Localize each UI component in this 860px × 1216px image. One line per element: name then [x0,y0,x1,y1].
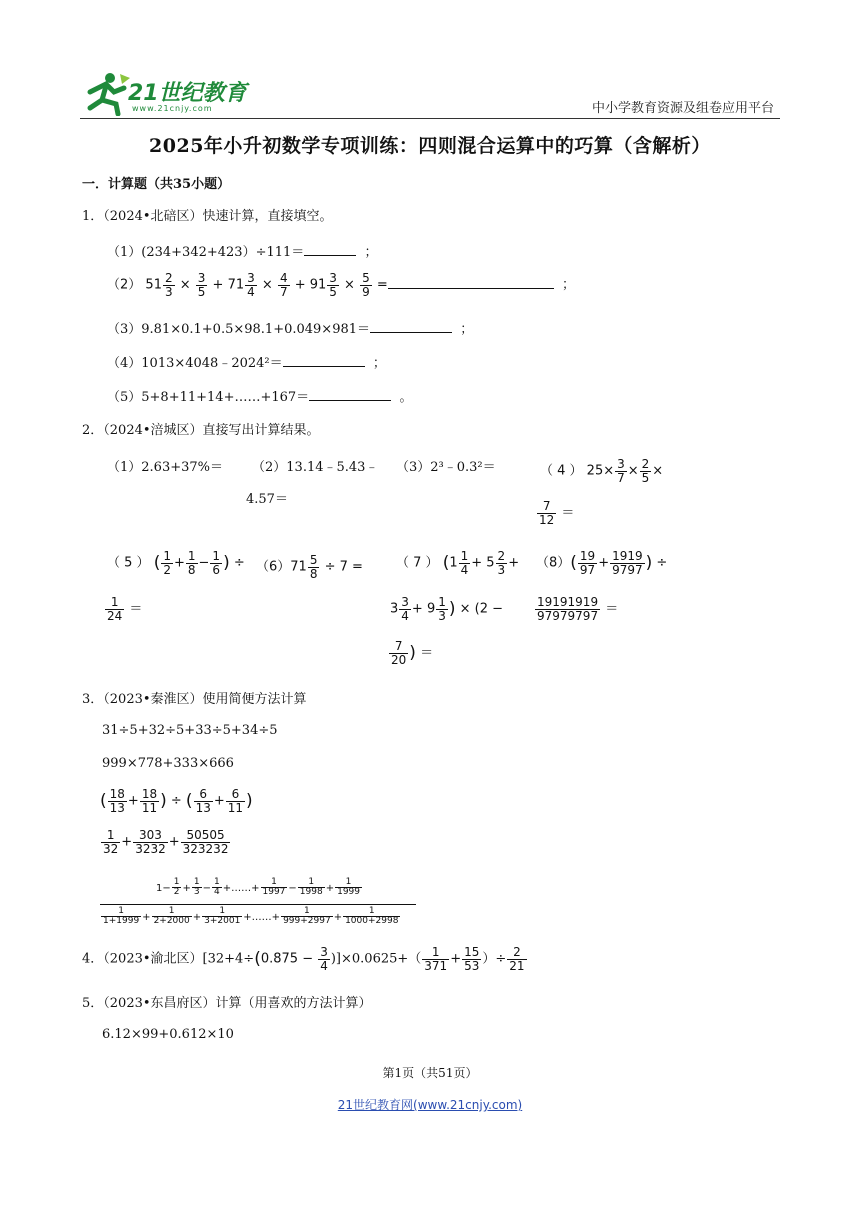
q2-p1: （1）2.63+37%＝ [107,460,224,475]
q2-p7-label: （ 7 ） [396,555,439,571]
q2-p5: （ 5 ） ( $\frac{1}{2}$ + $\frac{1}{8}$ − $\frac{1}{6}$ ) ÷ [107,549,245,577]
q4-tail: ）÷ [482,951,507,967]
q2-p3: （3）2³﹣0.3²＝ [396,460,496,475]
q4-stem: 4．（2023•渝北区）[32+4÷ [82,951,255,967]
page-number: 第1页（共51页） [382,1066,478,1080]
equals: ＝ [129,601,143,617]
answer-blank[interactable] [388,276,554,289]
q4: 4．（2023•渝北区）[32+4÷(0.875 − $\frac{3}{4}$ )]×0.0625+（ $\frac{1}{371}$ + $\frac{15}{53}$ ）÷ $\frac{2}{21}$ [82,945,525,973]
period: 。 [399,390,413,405]
q2-p6: （6）71 $\frac{5}{8}$ ÷ 7 = [256,553,363,581]
logo-url-text: www.21cnjy.com [132,104,213,113]
q1-p1-text: （1）(234+342+423）÷111＝ [107,245,305,260]
q2-p5-cont: $\frac{1}{24}$ ＝ [107,595,143,623]
platform-name: 中小学教育资源及组卷应用平台 [591,101,774,116]
q2-p7: （ 7 ） (1 $\frac{1}{4}$ + 5 $\frac{2}{3}$ + [396,549,520,577]
q1-p4-text: （4）1013×4048﹣2024²＝ [107,356,283,371]
q2-p4-cont: $\frac{7}{12}$ ＝ [539,499,575,527]
q3-expr5-denominator: $\frac{1}{1+1999}$ + $\frac{1}{2+2000}$ + $\frac{1}{3+2001}$ +……+ $\frac{1}{999+2997}$ + $\frac{1}{1000+2998}$ [103,906,399,927]
q2-p8: （8）( $\frac{19}{97}$ + $\frac{1919}{9797}$ ) ÷ [536,549,668,577]
header-divider [80,118,780,119]
q1-part2: （2） 51 $\frac{2}{3}$ × $\frac{3}{5}$ + 71 $\frac{3}{4}$ × $\frac{4}{7}$ + 91 $\frac{3}{5}$ × $\frac{5}{9}$ = ； [107,271,576,299]
q1-part5 [107,386,412,405]
fraction-bar [100,904,416,905]
q1-p5-text: （5）5+8+11+14+……+167＝ [107,390,310,405]
semicolon: ； [372,356,386,371]
q3-expr5-numerator: 1− $\frac{1}{2}$ + $\frac{1}{3}$ − $\frac{1}{4}$ +……+ $\frac{1}{1997}$ − $\frac{1}{1998}$ + $\frac{1}{1999}$ [156,877,360,898]
q3-stem: 3．（2023•秦淮区）使用简便方法计算 [82,692,307,707]
q2-p2b: 4.57＝ [246,492,288,507]
q2-p2a: （2）13.14﹣5.43﹣ [252,460,379,475]
answer-blank[interactable] [370,320,452,333]
q2-p4-label: （ 4 ） 25× [540,463,615,479]
answer-blank[interactable] [309,388,391,401]
equals: ＝ [561,505,575,521]
page-title: 2025年小升初数学专项训练：四则混合运算中的巧算（含解析） [149,135,711,157]
logo [80,70,250,116]
q2-p5-label: （ 5 ） [107,555,150,571]
q1-stem: 1．（2024•北碚区）快速计算，直接填空。 [82,209,333,224]
equals: ＝ [420,645,434,661]
logo-text: 21世纪教育 [128,81,247,106]
q2-p7-cont2: $\frac{7}{20}$ ) ＝ [391,639,434,667]
q2-p8-cont: $\frac{19191919}{97979797}$ ＝ [537,595,619,623]
semicolon: ； [460,322,474,337]
q1-p2-label: （2） [107,277,142,293]
equals: ＝ [605,601,619,617]
q3-expr2: 999×778+333×666 [102,756,234,771]
q2-p4: （ 4 ） 25× $\frac{3}{7}$ × $\frac{2}{5}$ × [540,457,664,485]
semicolon: ； [562,277,576,293]
q5-stem: 5．（2023•东昌府区）计算（用喜欢的方法计算） [82,996,372,1011]
q2-p7-cont: 3 $\frac{3}{4}$ + 9 $\frac{1}{3}$ ) × (2 − [390,595,504,623]
q1-part1 [107,241,378,260]
q3-expr1: 31÷5+32÷5+33÷5+34÷5 [102,723,278,738]
q4-mid: )]×0.0625+（ [330,951,422,967]
answer-blank[interactable] [304,243,356,256]
q2-p6-label: （6）71 [256,559,307,575]
q2-stem: 2．（2024•涪城区）直接写出计算结果。 [82,423,320,438]
q2-p8-label: （8） [536,555,571,571]
semicolon: ； [364,245,378,260]
q1-p3-text: （3）9.81×0.1+0.5×98.1+0.049×981＝ [107,322,371,337]
footer-link-wrap [0,1096,860,1113]
answer-blank[interactable] [283,354,365,367]
q1-part4 [107,352,386,371]
section-heading: 一．计算题（共35小题） [82,177,231,192]
site-link[interactable]: 21世纪教育网(www.21cnjy.com) [337,1098,523,1112]
q3-expr4: $\frac{1}{32}$ + $\frac{303}{3232}$ + $\frac{50505}{323232}$ [103,828,229,856]
q3-expr3: ( $\frac{18}{13}$ + $\frac{18}{11}$ ) ÷ ( $\frac{6}{13}$ + $\frac{6}{11}$ ) [100,787,253,815]
q5-expr1: 6.12×99+0.612×10 [102,1027,234,1042]
q1-part3 [107,318,473,337]
